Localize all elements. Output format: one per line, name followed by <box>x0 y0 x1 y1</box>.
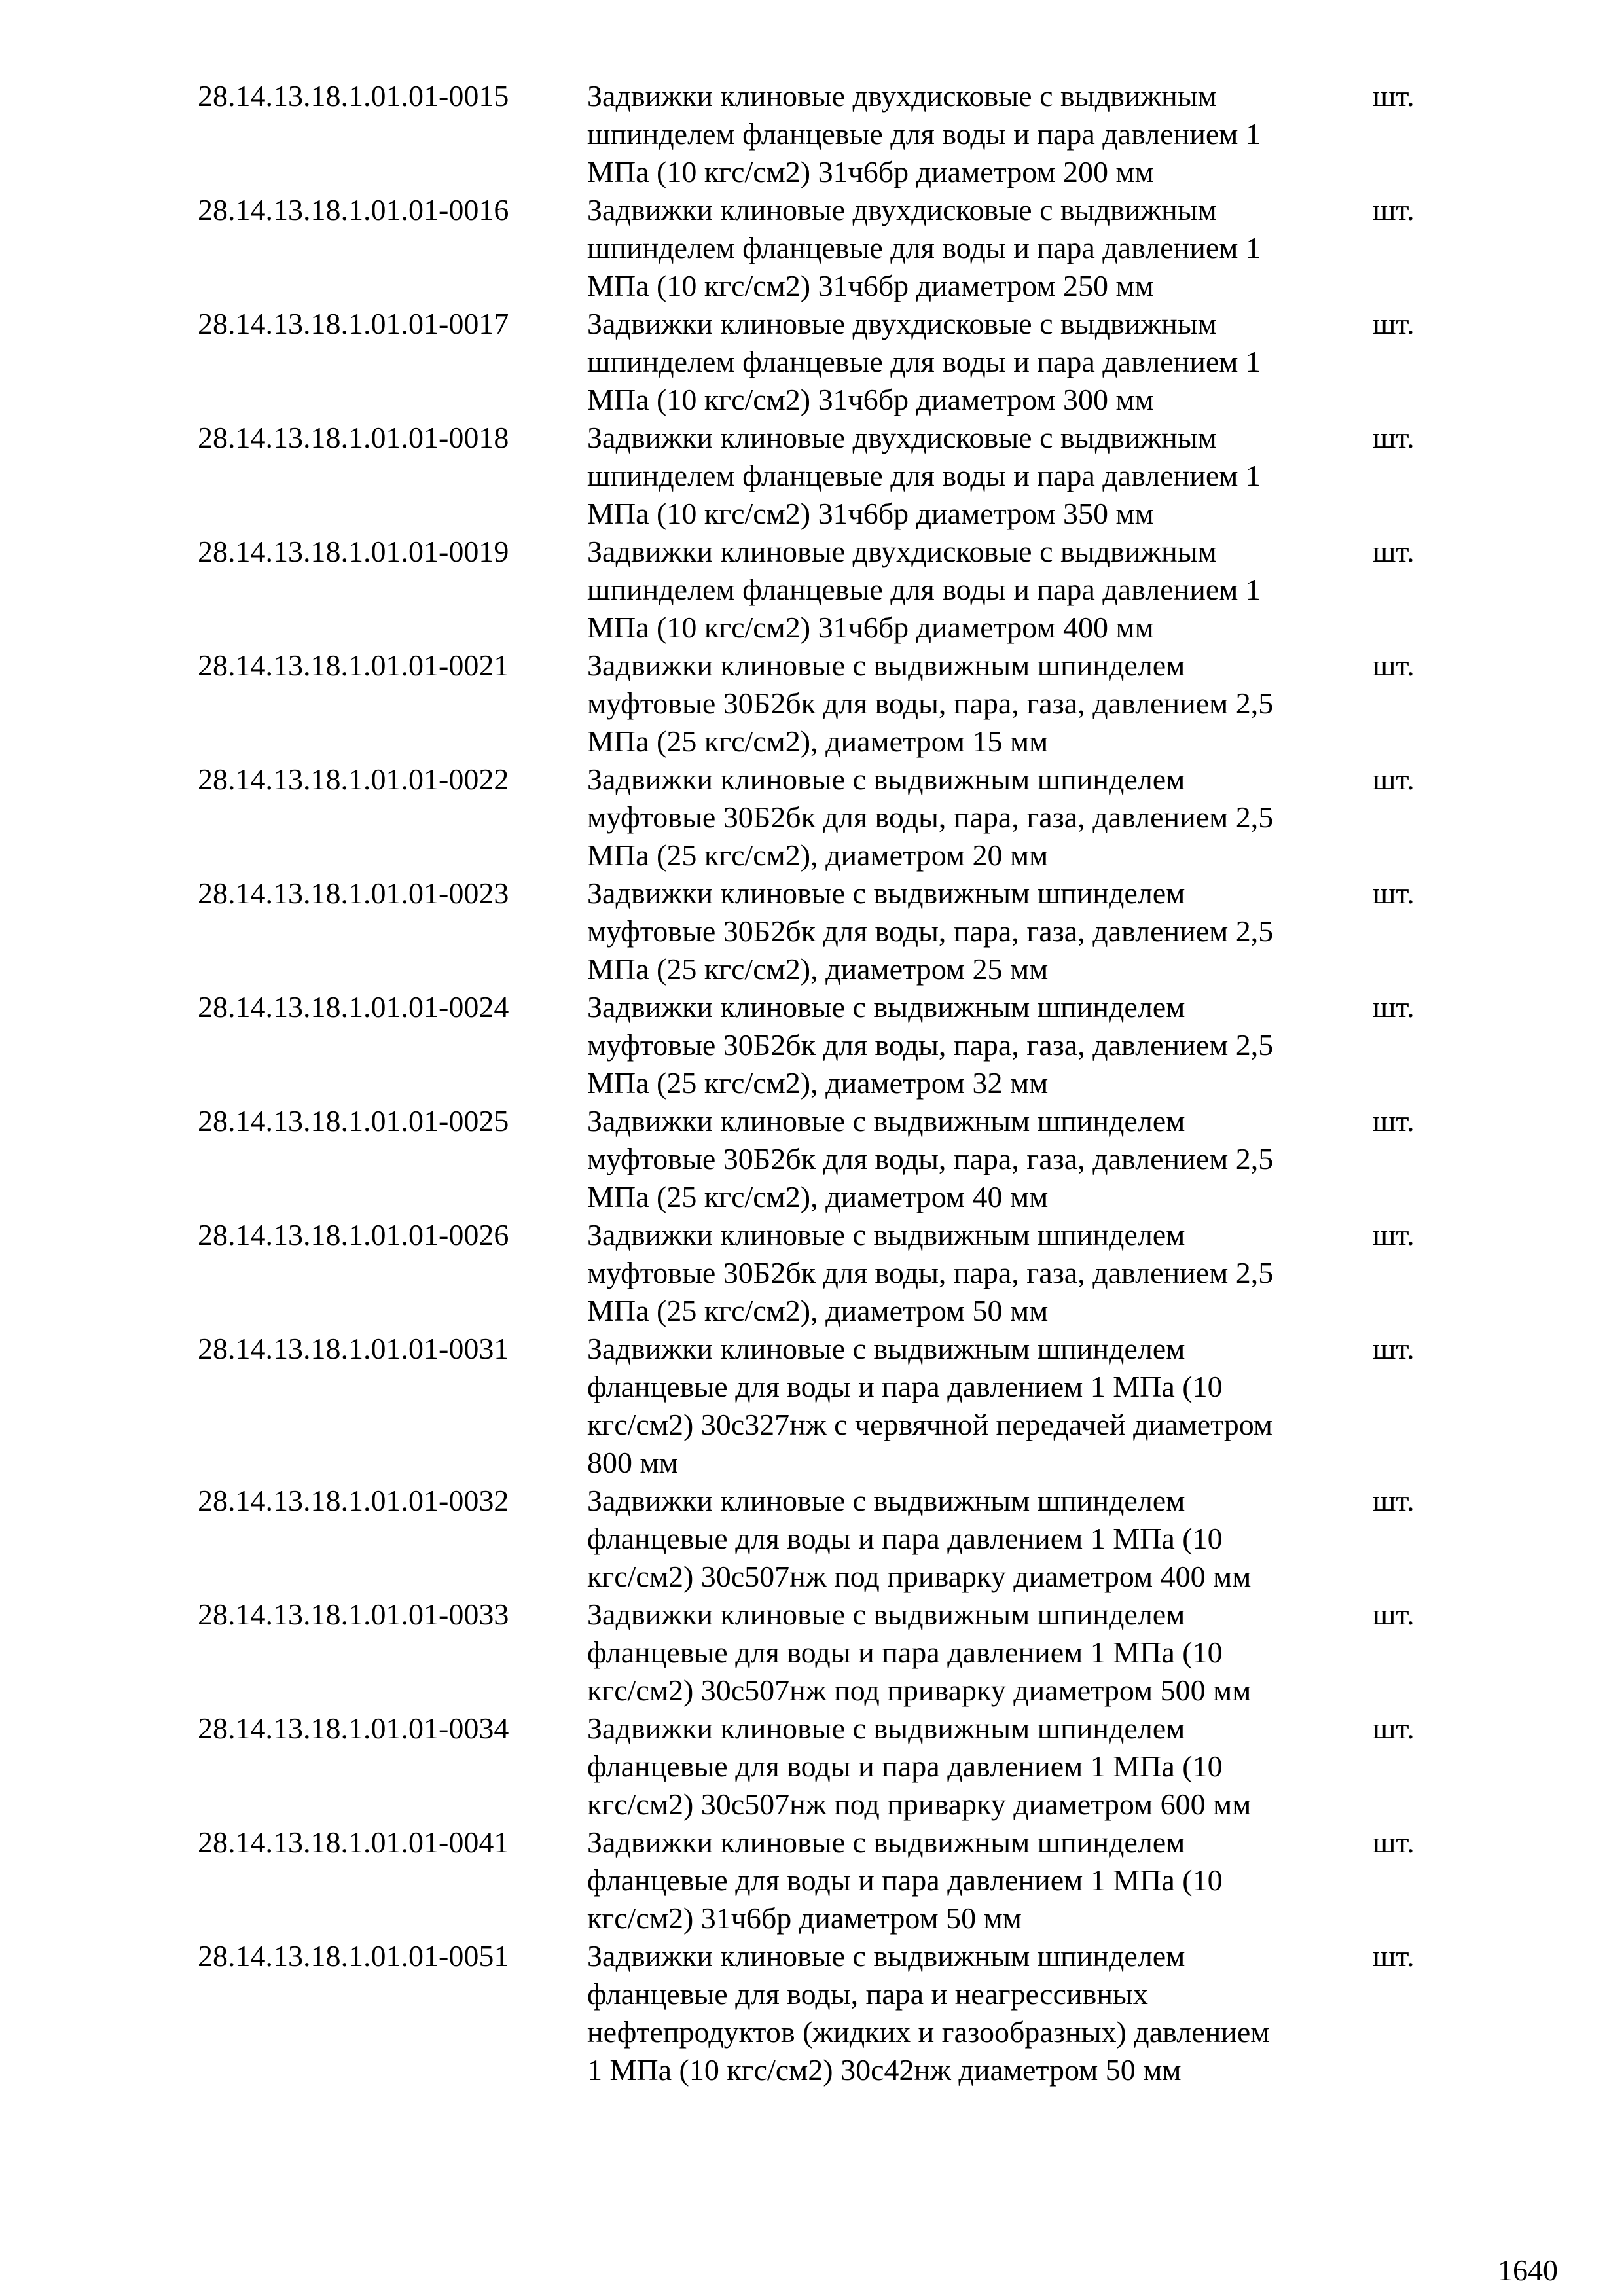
item-description: Задвижки клиновые с выдвижным шпинделем фланцевые для воды, пара и неагрессивных нефтепродуктов (жидких и газообразных) давлением 1 МПа (10 кгс/см2) 30с42нж диаметром 50 мм <box>587 1939 1270 2087</box>
item-code: 28.14.13.18.1.01.01-0041 <box>198 1825 509 1859</box>
item-unit: шт. <box>1373 1332 1415 1365</box>
item-description: Задвижки клиновые двухдисковые с выдвижным шпинделем фланцевые для воды и пара давлением 1 МПа (10 кгс/см2) 31ч6бр диаметром 200 мм <box>587 79 1261 188</box>
item-code: 28.14.13.18.1.01.01-0017 <box>198 307 509 340</box>
table-row <box>0 419 1624 533</box>
item-description: Задвижки клиновые с выдвижным шпинделем фланцевые для воды и пара давлением 1 МПа (10 кгс/см2) 30с327нж с червячной передачей диаметром 800 мм <box>587 1332 1273 1479</box>
item-unit: шт. <box>1373 1598 1415 1631</box>
item-description: Задвижки клиновые с выдвижным шпинделем фланцевые для воды и пара давлением 1 МПа (10 кгс/см2) 30с507нж под приварку диаметром 400 мм <box>587 1484 1252 1593</box>
item-description: Задвижки клиновые двухдисковые с выдвижным шпинделем фланцевые для воды и пара давлением 1 МПа (10 кгс/см2) 31ч6бр диаметром 250 мм <box>587 193 1261 302</box>
item-description: Задвижки клиновые с выдвижным шпинделем фланцевые для воды и пара давлением 1 МПа (10 кгс/см2) 30с507нж под приварку диаметром 600 мм <box>587 1712 1252 1821</box>
item-code: 28.14.13.18.1.01.01-0022 <box>198 762 509 796</box>
item-unit: шт. <box>1373 1484 1415 1517</box>
item-description: Задвижки клиновые с выдвижным шпинделем муфтовые 30Б2бк для воды, пара, газа, давлением 2,5 МПа (25 кгс/см2), диаметром 50 мм <box>587 1218 1274 1327</box>
table-row <box>0 1823 1624 1937</box>
table-row <box>0 1102 1624 1216</box>
table-row <box>0 1596 1624 1710</box>
item-unit: шт. <box>1373 307 1415 340</box>
item-unit: шт. <box>1373 1712 1415 1745</box>
item-code: 28.14.13.18.1.01.01-0019 <box>198 535 509 568</box>
item-unit: шт. <box>1373 1104 1415 1138</box>
item-description: Задвижки клиновые с выдвижным шпинделем муфтовые 30Б2бк для воды, пара, газа, давлением 2,5 МПа (25 кгс/см2), диаметром 15 мм <box>587 649 1274 758</box>
item-code: 28.14.13.18.1.01.01-0016 <box>198 193 509 226</box>
item-unit: шт. <box>1373 990 1415 1024</box>
table-row <box>0 1216 1624 1330</box>
item-description: Задвижки клиновые с выдвижным шпинделем фланцевые для воды и пара давлением 1 МПа (10 кгс/см2) 31ч6бр диаметром 50 мм <box>587 1825 1223 1935</box>
table-row <box>0 77 1624 191</box>
item-unit: шт. <box>1373 79 1415 113</box>
table-row <box>0 533 1624 647</box>
item-code: 28.14.13.18.1.01.01-0032 <box>198 1484 509 1517</box>
item-code: 28.14.13.18.1.01.01-0023 <box>198 876 509 910</box>
item-description: Задвижки клиновые с выдвижным шпинделем муфтовые 30Б2бк для воды, пара, газа, давлением 2,5 МПа (25 кгс/см2), диаметром 32 мм <box>587 990 1274 1100</box>
table-row <box>0 874 1624 988</box>
item-description: Задвижки клиновые двухдисковые с выдвижным шпинделем фланцевые для воды и пара давлением 1 МПа (10 кгс/см2) 31ч6бр диаметром 350 мм <box>587 421 1261 530</box>
item-unit: шт. <box>1373 1825 1415 1859</box>
table-row <box>0 1482 1624 1596</box>
item-description: Задвижки клиновые двухдисковые с выдвижным шпинделем фланцевые для воды и пара давлением 1 МПа (10 кгс/см2) 31ч6бр диаметром 300 мм <box>587 307 1261 416</box>
table-row <box>0 647 1624 761</box>
item-code: 28.14.13.18.1.01.01-0024 <box>198 990 509 1024</box>
item-unit: шт. <box>1373 535 1415 568</box>
page-number: 1640 <box>1498 2253 1558 2287</box>
table-row <box>0 761 1624 874</box>
item-code: 28.14.13.18.1.01.01-0021 <box>198 649 509 682</box>
item-code: 28.14.13.18.1.01.01-0025 <box>198 1104 509 1138</box>
item-code: 28.14.13.18.1.01.01-0051 <box>198 1939 509 1973</box>
table-row <box>0 1330 1624 1482</box>
item-unit: шт. <box>1373 421 1415 454</box>
item-code: 28.14.13.18.1.01.01-0031 <box>198 1332 509 1365</box>
item-unit: шт. <box>1373 649 1415 682</box>
item-unit: шт. <box>1373 762 1415 796</box>
item-description: Задвижки клиновые с выдвижным шпинделем муфтовые 30Б2бк для воды, пара, газа, давлением 2,5 МПа (25 кгс/см2), диаметром 40 мм <box>587 1104 1274 1213</box>
item-code: 28.14.13.18.1.01.01-0034 <box>198 1712 509 1745</box>
item-description: Задвижки клиновые с выдвижным шпинделем фланцевые для воды и пара давлением 1 МПа (10 кгс/см2) 30с507нж под приварку диаметром 500 мм <box>587 1598 1252 1707</box>
price-list-table <box>0 77 1624 2089</box>
item-unit: шт. <box>1373 876 1415 910</box>
item-code: 28.14.13.18.1.01.01-0015 <box>198 79 509 113</box>
item-description: Задвижки клиновые двухдисковые с выдвижным шпинделем фланцевые для воды и пара давлением 1 МПа (10 кгс/см2) 31ч6бр диаметром 400 мм <box>587 535 1261 644</box>
table-row <box>0 1937 1624 2089</box>
table-row <box>0 1710 1624 1823</box>
item-code: 28.14.13.18.1.01.01-0033 <box>198 1598 509 1631</box>
table-row <box>0 988 1624 1102</box>
item-code: 28.14.13.18.1.01.01-0018 <box>198 421 509 454</box>
item-unit: шт. <box>1373 193 1415 226</box>
table-row <box>0 305 1624 419</box>
item-description: Задвижки клиновые с выдвижным шпинделем муфтовые 30Б2бк для воды, пара, газа, давлением 2,5 МПа (25 кгс/см2), диаметром 20 мм <box>587 762 1274 872</box>
item-description: Задвижки клиновые с выдвижным шпинделем муфтовые 30Б2бк для воды, пара, газа, давлением 2,5 МПа (25 кгс/см2), диаметром 25 мм <box>587 876 1274 986</box>
item-unit: шт. <box>1373 1939 1415 1973</box>
table-row <box>0 191 1624 305</box>
item-code: 28.14.13.18.1.01.01-0026 <box>198 1218 509 1251</box>
item-unit: шт. <box>1373 1218 1415 1251</box>
